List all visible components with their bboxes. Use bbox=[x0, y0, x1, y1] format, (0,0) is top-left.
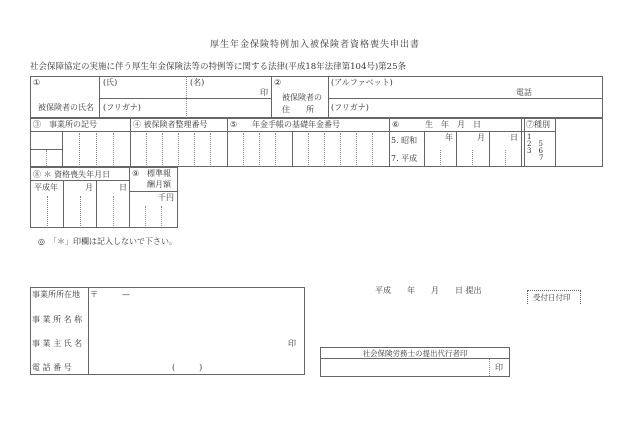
year-label: 年 bbox=[445, 133, 453, 142]
submission-date: 平成 年 月 日 提出 bbox=[375, 286, 482, 295]
address-label: 被保険者の bbox=[282, 93, 322, 102]
era-showa-option[interactable]: 5. 昭和 bbox=[391, 136, 418, 145]
owner-name-label: 事 業 主 氏 名 bbox=[32, 339, 83, 348]
year-label: 平成年 bbox=[34, 183, 58, 192]
address-alphabet-field[interactable]: (アルファベット) bbox=[331, 78, 393, 87]
section-number: ⑥ bbox=[392, 120, 400, 129]
type-code[interactable]: 2 5 bbox=[527, 140, 543, 148]
birthdate-label: 生 年 月 日 bbox=[425, 120, 481, 129]
address-furigana-field[interactable]: (フリガナ) bbox=[331, 103, 369, 112]
postal-mark: 〒 bbox=[90, 290, 98, 299]
day-label: 日 bbox=[510, 133, 518, 142]
salary-label: 標準報 bbox=[147, 169, 171, 178]
given-name-field[interactable]: (名) bbox=[190, 78, 205, 87]
note-text: ◎ 「＊」印欄は記入しないで下さい。 bbox=[38, 237, 177, 246]
phone-label: 電 話 番 号 bbox=[32, 363, 72, 372]
salary-label-2: 酬月額 bbox=[147, 180, 171, 189]
month-label: 月 bbox=[85, 183, 93, 192]
type-code[interactable]: 7 bbox=[539, 154, 544, 162]
employer-box bbox=[30, 287, 305, 375]
section-number: ① bbox=[33, 78, 41, 87]
law-reference: 社会保障協定の実施に伴う厚生年金保険法等の特例等に関する法律(平成18年法律第104号)第25条 bbox=[30, 62, 406, 72]
loss-date-label: ⑧ ＊ 資格喪失年月日 bbox=[33, 170, 111, 179]
address-label-2: 住 所 bbox=[282, 105, 314, 114]
office-name-label: 事 業 所 名 称 bbox=[32, 315, 83, 324]
name-furigana-field[interactable]: (フリガナ) bbox=[103, 103, 141, 112]
section-number: ⑨ bbox=[132, 169, 140, 178]
name-label: 被保険者の氏名 bbox=[38, 103, 94, 112]
office-code-label: ③ 事業所の記号 bbox=[33, 120, 97, 129]
family-name-field[interactable]: (氏) bbox=[103, 78, 118, 87]
day-label: 日 bbox=[119, 183, 127, 192]
era-heisei-option[interactable]: 7. 平成 bbox=[391, 154, 418, 163]
form-title: 厚生年金保険特例加入被保険者資格喪失申出書 bbox=[209, 40, 420, 50]
pension-number-label: 年金手帳の基礎年金番号 bbox=[252, 120, 340, 129]
unit-label: 千円 bbox=[158, 193, 174, 202]
seal-mark: 印 bbox=[495, 363, 503, 372]
phone-label: 電話 bbox=[516, 88, 532, 97]
month-label: 月 bbox=[477, 133, 485, 142]
seal-mark: 印 bbox=[288, 339, 296, 348]
seal-mark: 印 bbox=[260, 88, 268, 97]
type-label: ⑦種別 bbox=[526, 120, 550, 129]
type-code[interactable]: 3 6 bbox=[527, 147, 543, 155]
insured-number-label: ④ 被保険者整理番号 bbox=[133, 120, 208, 129]
postal-dash: — bbox=[122, 290, 130, 299]
reception-stamp-label: 受付日付印 bbox=[533, 293, 571, 302]
employer-address-label: 事業所所在地 bbox=[32, 290, 80, 299]
phone-field[interactable]: ( ) bbox=[172, 363, 203, 372]
section-number: ② bbox=[274, 78, 282, 87]
type-code[interactable]: 1 bbox=[527, 133, 532, 141]
agent-seal-label: 社会保険労務士の提出代行者印 bbox=[362, 349, 468, 358]
section-number: ⑤ bbox=[230, 120, 238, 129]
